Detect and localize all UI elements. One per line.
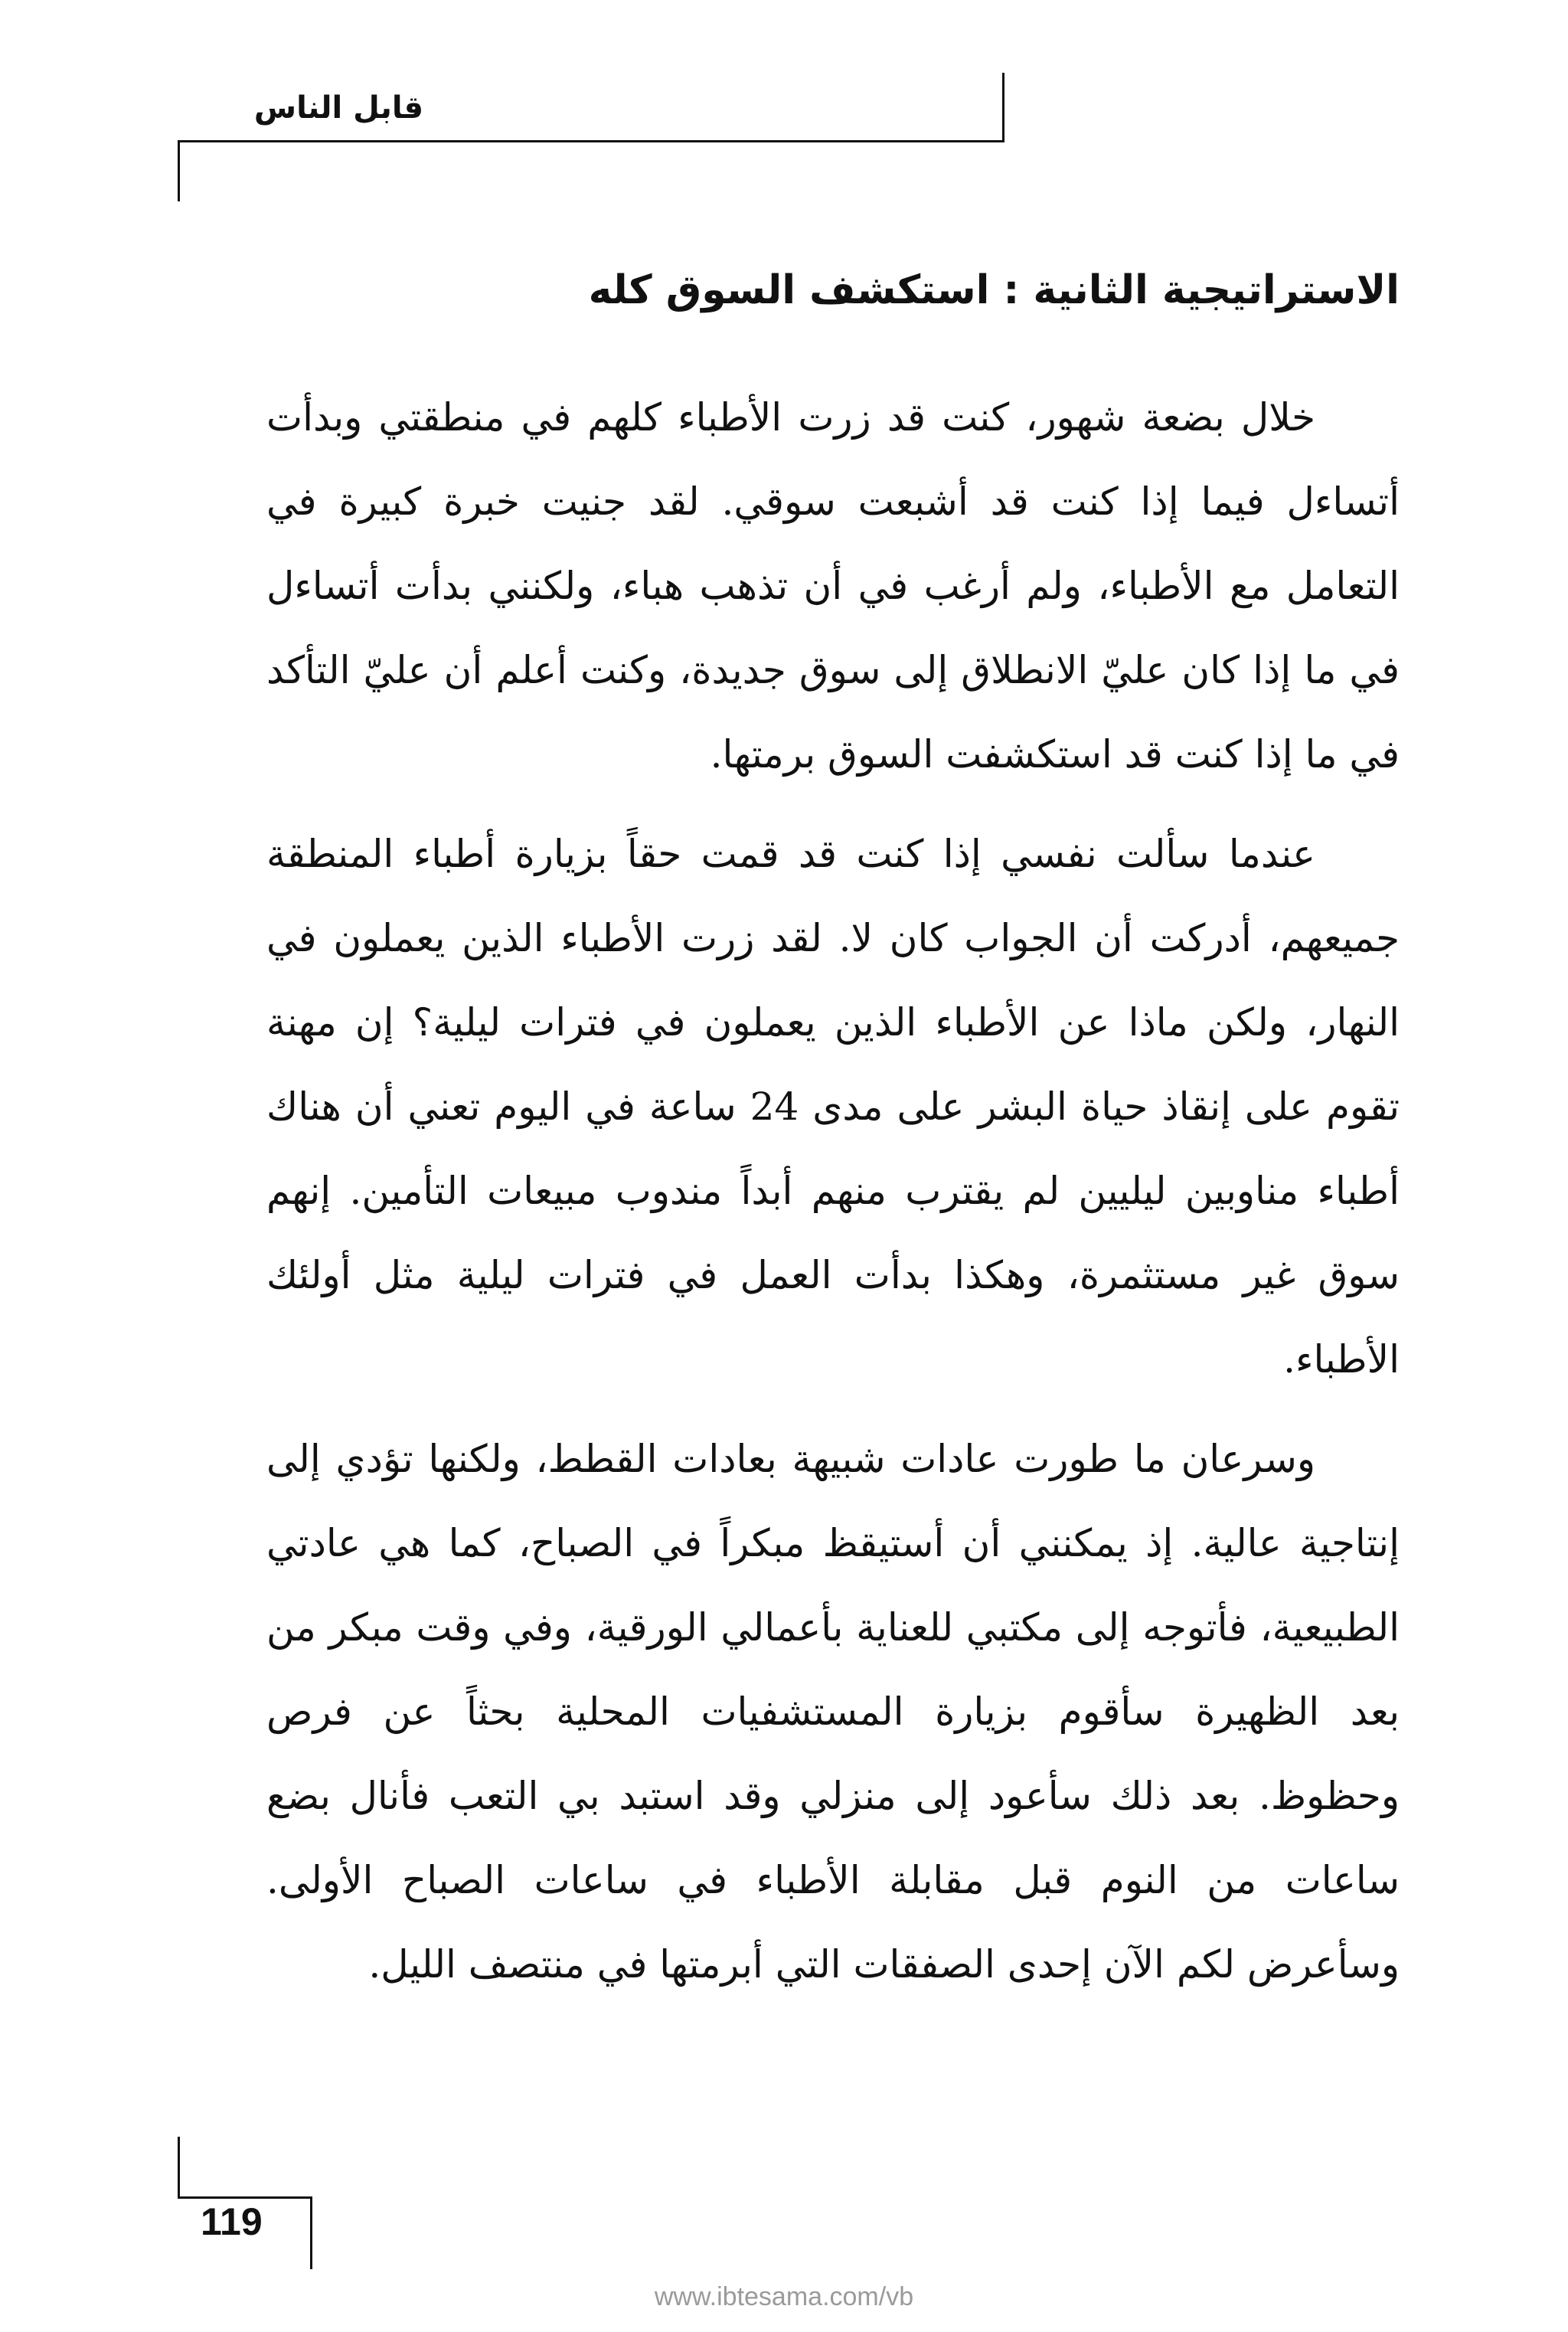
watermark-url: www.ibtesama.com/vb bbox=[654, 2282, 914, 2311]
header-rule-vertical-left bbox=[178, 140, 180, 201]
running-head: قابل الناس bbox=[253, 90, 424, 126]
header-rule-horizontal bbox=[178, 140, 1004, 142]
paragraph-3: وسرعان ما طورت عادات شبيهة بعادات القطط، ولكنها تؤدي إلى إنتاجية عالية. إذ يمكنني أن أستيقظ مبكراً في الصباح، كما هي عادتي الطبيعية، فأتوجه إلى مكتبي للعناية بأعمالي الورقية، وفي وقت مبكر من بعد الظهيرة سأقوم بزيارة المستشفيات المحلية بحثاً عن فرص وحظوظ. بعد ذلك سأعود إلى منزلي وقد استبد بي التعب فأنال بضع ساعات من النوم قبل مقابلة الأطباء في ساعات الصباح الأولى. وسأعرض لكم الآن إحدى الصفقات التي أبرمتها في منتصف الليل. bbox=[266, 1437, 1400, 1987]
page-number: 119 bbox=[201, 2200, 263, 2243]
footer-rule-vertical-right bbox=[310, 2196, 312, 2269]
body-text bbox=[266, 375, 1400, 2022]
footer-rule-vertical-left bbox=[178, 2137, 180, 2198]
header-rule-vertical-right bbox=[1002, 73, 1004, 142]
footer-rule-horizontal bbox=[178, 2196, 312, 2199]
paragraph-1: خلال بضعة شهور، كنت قد زرت الأطباء كلهم في منطقتي وبدأت أتساءل فيما إذا كنت قد أشبعت سوقي. لقد جنيت خبرة كبيرة في التعامل مع الأطباء، ولم أرغب في أن تذهب هباء، ولكنني بدأت أتساءل في ما إذا كان عليّ الانطلاق إلى سوق جديدة، وكنت أعلم أن عليّ التأكد في ما إذا كنت قد استكشفت السوق برمتها. bbox=[266, 395, 1400, 777]
paragraph-2: عندما سألت نفسي إذا كنت قد قمت حقاً بزيارة أطباء المنطقة جميعهم، أدركت أن الجواب كان لا. لقد زرت الأطباء الذين يعملون في النهار، ولكن ماذا عن الأطباء الذين يعملون في فترات ليلية؟ إن مهنة تقوم على إنقاذ حياة البشر على مدى 24 ساعة في اليوم تعني أن هناك أطباء مناوبين ليليين لم يقترب منهم أبداً مندوب مبيعات التأمين. إنهم سوق غير مستثمرة، وهكذا بدأت العمل في فترات ليلية مثل أولئك الأطباء. bbox=[266, 832, 1400, 1382]
section-heading: الاستراتيجية الثانية : استكشف السوق كله bbox=[588, 267, 1400, 313]
